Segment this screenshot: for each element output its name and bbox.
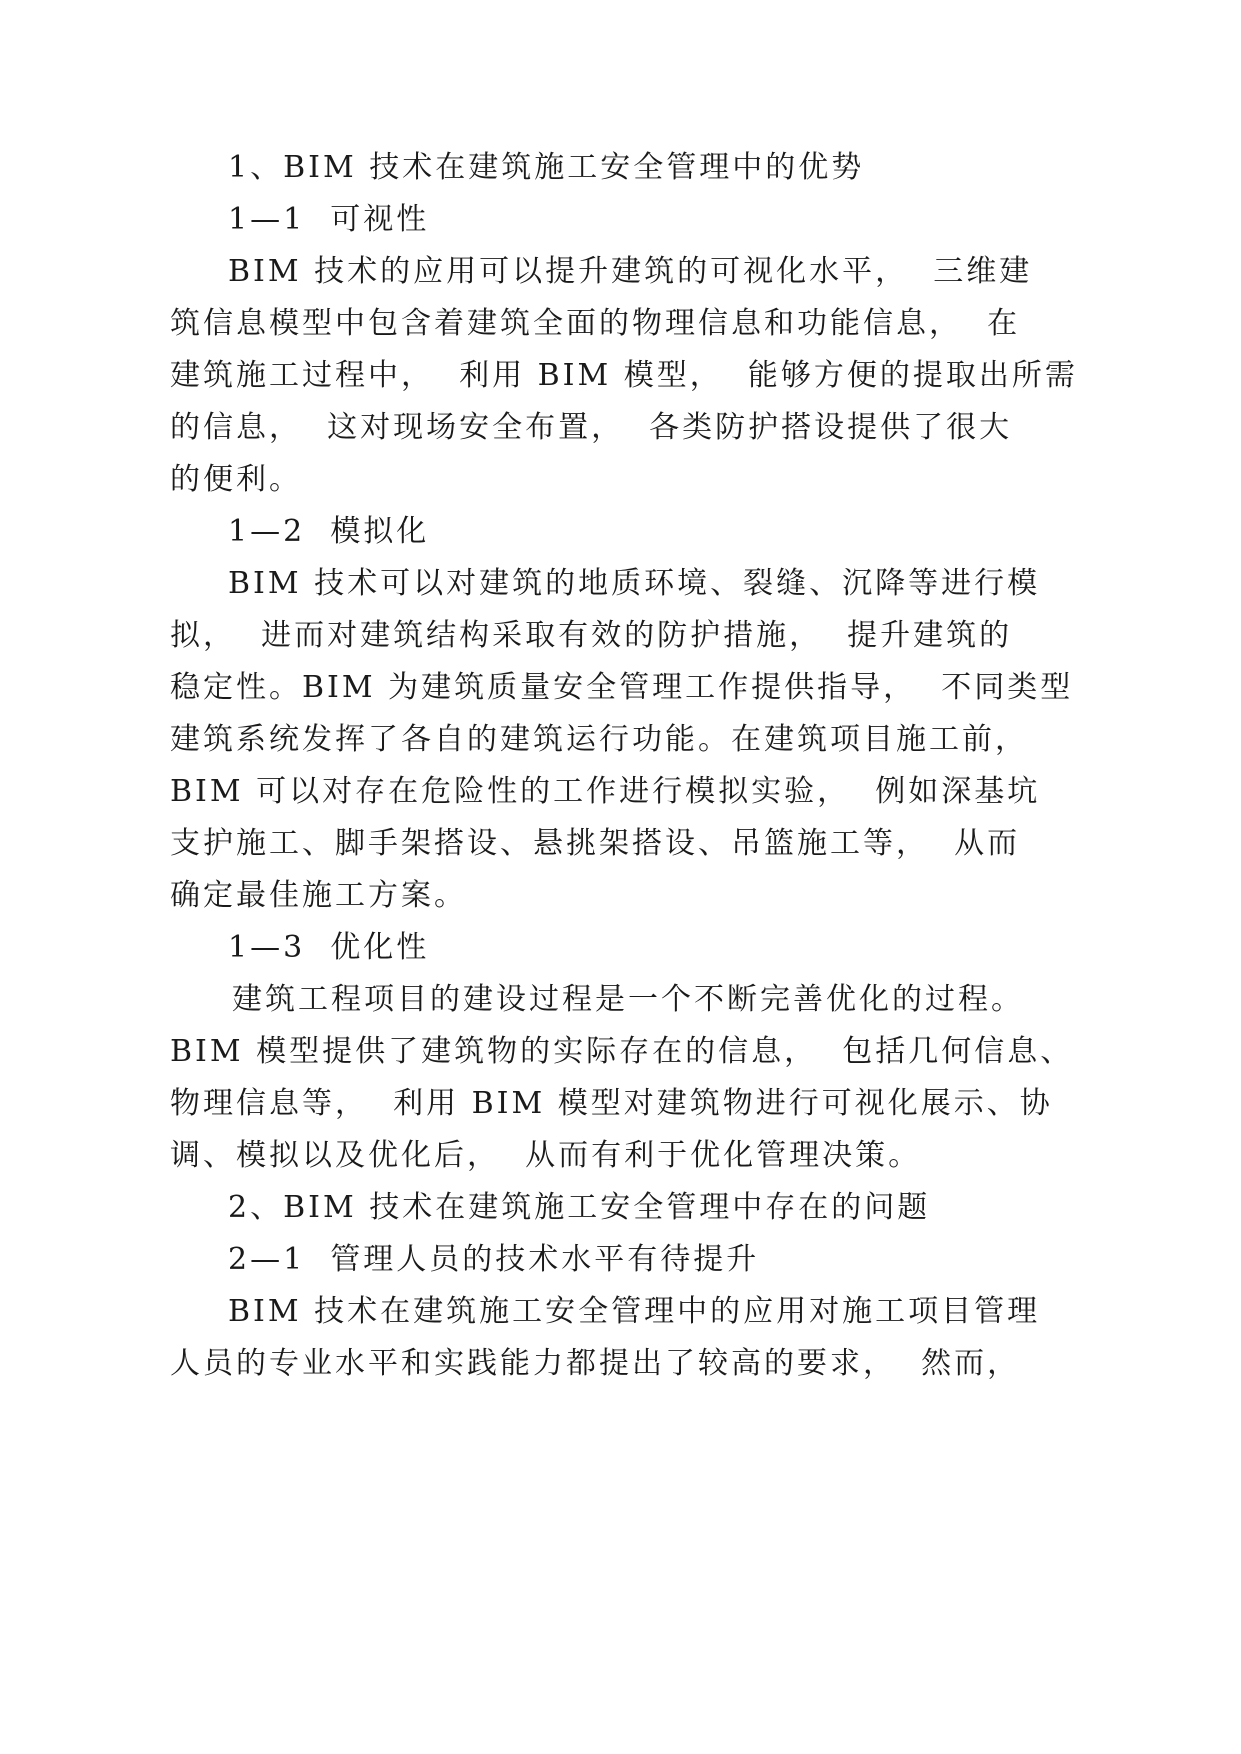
- paragraph-line: 稳定性。BIM 为建筑质量安全管理工作提供指导， 不同类型: [170, 670, 1074, 705]
- subheading-1-3: 1—3 优化性: [228, 930, 430, 965]
- heading-section-1: 1、BIM 技术在建筑施工安全管理中的优势: [228, 150, 865, 185]
- heading-section-2: 2、BIM 技术在建筑施工安全管理中存在的问题: [228, 1190, 931, 1225]
- paragraph-line: 拟， 进而对建筑结构采取有效的防护措施， 提升建筑的: [170, 618, 1013, 653]
- paragraph-line: 物理信息等， 利用 BIM 模型对建筑物进行可视化展示、协: [170, 1086, 1053, 1121]
- subheading-1-1: 1—1 可视性: [228, 202, 430, 237]
- paragraph-line: BIM 技术的应用可以提升建筑的可视化水平， 三维建: [228, 254, 1033, 289]
- paragraph-line: BIM 技术在建筑施工安全管理中的应用对施工项目管理: [228, 1294, 1041, 1329]
- paragraph-line: 建筑工程项目的建设过程是一个不断完善优化的过程。: [232, 982, 1024, 1017]
- paragraph-line: BIM 可以对存在危险性的工作进行模拟实验， 例如深基坑: [170, 774, 1041, 809]
- subheading-2-1: 2—1 管理人员的技术水平有待提升: [228, 1242, 760, 1277]
- paragraph-line: 筑信息模型中包含着建筑全面的物理信息和功能信息， 在: [170, 306, 1021, 341]
- subheading-1-2: 1—2 模拟化: [228, 514, 430, 549]
- paragraph-line: 的信息， 这对现场安全布置， 各类防护搭设提供了很大: [170, 410, 1013, 445]
- paragraph-line: 人员的专业水平和实践能力都提出了较高的要求， 然而，: [170, 1346, 1021, 1381]
- paragraph-line: BIM 模型提供了建筑物的实际存在的信息， 包括几何信息、: [170, 1034, 1074, 1069]
- paragraph-line: 建筑系统发挥了各自的建筑运行功能。在建筑项目施工前，: [170, 722, 1028, 757]
- paragraph-line: 的便利。: [170, 462, 302, 497]
- paragraph-line: 建筑施工过程中， 利用 BIM 模型， 能够方便的提取出所需: [170, 358, 1078, 393]
- paragraph-line: BIM 技术可以对建筑的地质环境、裂缝、沉降等进行模: [228, 566, 1041, 601]
- paragraph-line: 确定最佳施工方案。: [170, 878, 467, 913]
- paragraph-line: 支护施工、脚手架搭设、悬挑架搭设、吊篮施工等， 从而: [170, 826, 1021, 861]
- paragraph-line: 调、模拟以及优化后， 从而有利于优化管理决策。: [170, 1138, 922, 1173]
